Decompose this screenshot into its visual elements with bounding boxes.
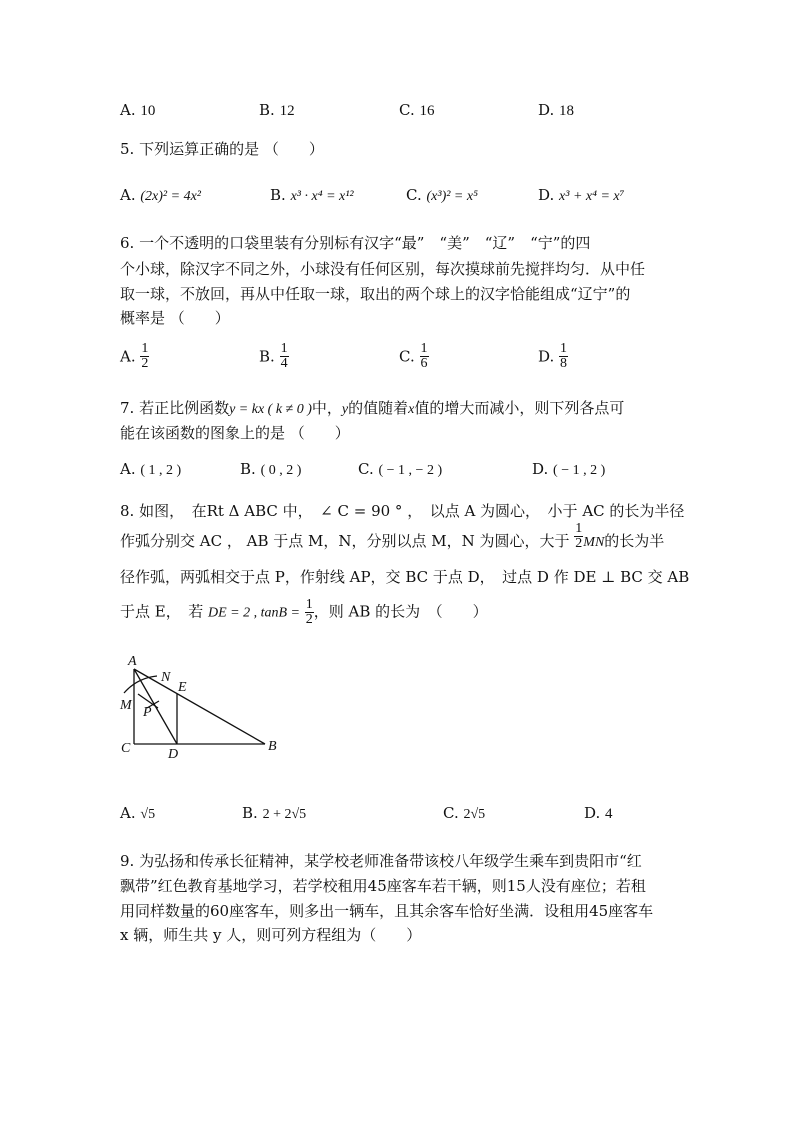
q7-option-a: A. ( 1 , 2 ) bbox=[120, 460, 182, 478]
q5-stem: 5. 下列运算正确的是 （ ） bbox=[120, 140, 324, 158]
q9-line-2: 飘带”红色教育基地学习，若学校租用45座客车若干辆，则15人没有座位；若租 bbox=[120, 877, 646, 895]
q7-line-2: 能在该函数的图象上的是 （ ） bbox=[120, 424, 350, 442]
q5-option-c: C. (x³)² = x⁵ bbox=[406, 186, 478, 204]
label-m: M bbox=[120, 698, 132, 713]
q8-option-d: D. 4 bbox=[584, 804, 613, 822]
side-ab bbox=[134, 669, 265, 744]
q6-option-d: D. $\frac{1}{8}$ bbox=[538, 341, 568, 371]
q8-option-b: B. 2 + 2√5 bbox=[242, 804, 307, 822]
q6-line-3: 取一球，不放回，再从中任取一球，取出的两个球上的汉字恰能组成“辽宁”的 bbox=[120, 285, 631, 303]
q8-option-c: C. 2√5 bbox=[443, 804, 486, 822]
label-c: C bbox=[121, 741, 131, 756]
q8-line-4: 于点 E， 若 DE = 2 , tanB = $\frac{1}{2}$ ，则 AB 的长为 （ ） bbox=[120, 597, 488, 627]
label-e: E bbox=[178, 680, 187, 695]
label-a: A bbox=[128, 654, 137, 669]
label-p: P bbox=[143, 705, 152, 720]
q6-option-c: C. $\frac{1}{6}$ bbox=[399, 341, 428, 371]
q4-option-c: C. 16 bbox=[399, 101, 435, 119]
q6-line-2: 个小球，除汉字不同之外，小球没有任何区别，每次摸球前先搅拌均匀．从中任 bbox=[120, 260, 646, 278]
q5-option-a: A. (2x)² = 4x² bbox=[120, 186, 201, 204]
q6-option-b: B. $\frac{1}{4}$ bbox=[259, 341, 288, 371]
q4-option-b: B. 12 bbox=[259, 101, 295, 119]
q9-line-4: x 辆，师生共 y 人，则可列方程组为（ ） bbox=[120, 926, 422, 944]
q8-line-2: 作弧分别交 AC ， AB 于点 M，N，分别以点 M，N 为圆心，大于 $\frac{1}{2}$ MN的长为半 bbox=[120, 520, 665, 551]
q5-option-d: D. x³ + x⁴ = x⁷ bbox=[538, 186, 625, 204]
q6-line-1: 6. 一个不透明的口袋里装有分别标有汉字“最” “美” “辽” “宁”的四 bbox=[120, 234, 591, 252]
label-d: D bbox=[168, 747, 179, 762]
q8-line-3: 径作弧，两弧相交于点 P，作射线 AP，交 BC 于点 D， 过点 D 作 DE ⊥ BC 交 AB bbox=[120, 568, 690, 586]
q4-option-d: D. 18 bbox=[538, 101, 575, 119]
q9-line-3: 用同样数量的60座客车，则多出一辆车，且其余客车恰好坐满．设租用45座客车 bbox=[120, 902, 654, 920]
q9-line-1: 9. 为弘扬和传承长征精神，某学校老师准备带该校八年级学生乘车到贵阳市“红 bbox=[120, 852, 642, 870]
label-n: N bbox=[161, 670, 171, 685]
arc-mn bbox=[124, 676, 157, 693]
q7-option-b: B. ( 0 , 2 ) bbox=[240, 460, 302, 478]
q8-line-1: 8. 如图， 在Rt Δ ABC 中， ∠ C = 90 ° ， 以点 A 为圆心， 小于 AC 的长为半径 bbox=[120, 502, 685, 520]
q5-option-b: B. x³ · x⁴ = x¹² bbox=[270, 186, 354, 204]
label-b: B bbox=[268, 739, 277, 754]
q8-option-a: A. √5 bbox=[120, 804, 156, 822]
q7-option-d: D. ( − 1 , 2 ) bbox=[532, 460, 606, 478]
q6-line-4: 概率是 （ ） bbox=[120, 309, 230, 327]
q6-option-a: A. $\frac{1}{2}$ bbox=[120, 341, 149, 371]
q7-option-c: C. ( − 1 , − 2 ) bbox=[358, 460, 443, 478]
q4-option-a: A. 10 bbox=[120, 101, 156, 119]
q8-triangle-figure bbox=[110, 648, 290, 763]
q7-line-1: 7. 若正比例函数y = kx ( k ≠ 0 )中，y的值随着x值的增大而减小，则下列各点可 bbox=[120, 399, 625, 417]
